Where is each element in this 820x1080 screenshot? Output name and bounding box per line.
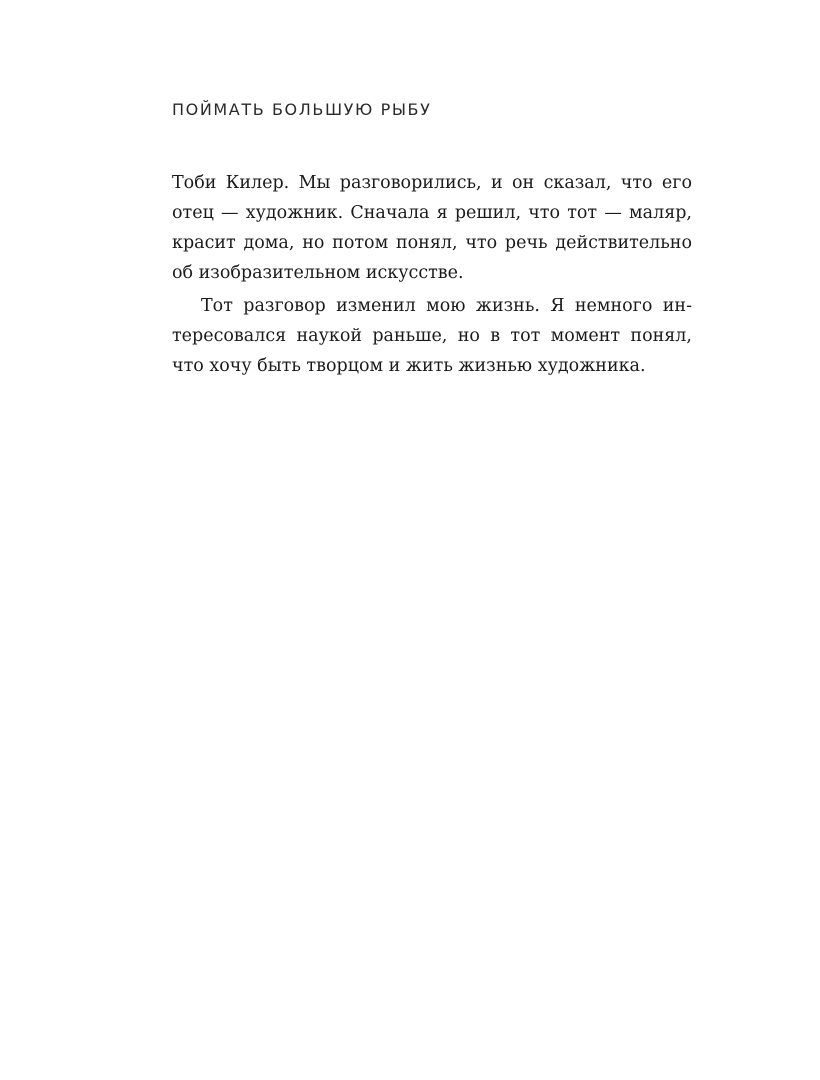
text-line: отец — художник. Сначала я решил, что тот — маляр, <box>172 203 692 223</box>
text-line: Тоби Килер. Мы разговорились, и он сказал, что его <box>172 173 692 193</box>
running-head: ПОЙМАТЬ БОЛЬШУЮ РЫБУ <box>172 100 432 119</box>
text-line: об изобразительном искусстве. <box>172 263 464 283</box>
paragraph-2 <box>172 291 692 381</box>
text-line: красит дома, но потом понял, что речь действительно <box>172 233 692 253</box>
body-text <box>172 168 692 381</box>
text-line: что хочу быть творцом и жить жизнью художника. <box>172 356 646 376</box>
text-line: Тот разговор изменил мою жизнь. Я немного ин- <box>201 296 692 316</box>
text-line: тересовался наукой раньше, но в тот момент понял, <box>172 326 692 346</box>
paragraph-1 <box>172 168 692 288</box>
